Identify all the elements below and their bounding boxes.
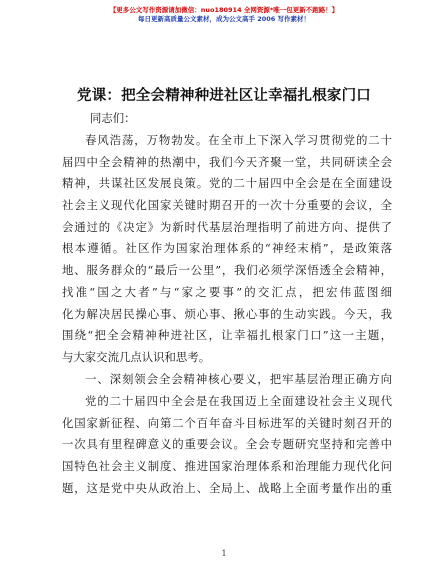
paragraph-intro <box>62 130 392 369</box>
text-line: 国特色社会主义制度、推进国家治理体系和治理能力现代化问 <box>62 459 392 474</box>
promo-banner <box>0 6 448 24</box>
promo-banner-line-2: 每日更新高质量公文素材，成为公文高手 2006 写作素材！ <box>137 15 311 23</box>
text-line: 围绕“把全会精神种进社区，让幸福扎根家门口”这一主题， <box>62 328 392 343</box>
page-number: 1 <box>221 549 227 558</box>
text-line: 精神，共谋社区发展良策。党的二十届四中全会是在全面建设 <box>62 176 392 191</box>
text-line: 题，这是党中央从政治上、全局上、战略上全面考量作出的重 <box>62 480 392 495</box>
salutation: 同志们： <box>90 111 136 125</box>
paragraph-section-1 <box>62 391 392 499</box>
text-line: 根本遵循。社区作为国家治理体系的“神经末梢”，是政策落 <box>62 241 392 256</box>
text-line: 社会主义现代化国家关键时期召开的一次十分重要的会议，全 <box>62 198 392 213</box>
section-heading-text: 一、深刻领会全会精神核心要义，把牢基层治理正确方向 <box>85 372 392 386</box>
text-line: 会通过的《决定》为新时代基层治理指明了前进方向、提供了 <box>62 219 392 234</box>
text-line: 化国家新征程、向第二个百年奋斗目标进军的关键时刻召开的 <box>62 415 392 430</box>
text-line: 一次具有里程碑意义的重要会议。全会专题研究坚持和完善中 <box>62 437 392 452</box>
text-line: 化为解决居民操心事、烦心事、揪心事的生动实践。今天，我 <box>62 306 392 321</box>
text-line: 党的二十届四中全会是在我国迈上全面建设社会主义现代 <box>85 394 392 408</box>
text-line: 春风浩荡，万物勃发。在全市上下深入学习贯彻党的二十 <box>85 133 392 147</box>
text-line: 届四中全会精神的热潮中，我们今天齐聚一堂，共同研读全会 <box>62 154 392 169</box>
text-line: 找准“国之大者”与“家之要事”的交汇点，把宏伟蓝图细 <box>62 284 392 299</box>
text-line: 地、服务群众的“最后一公里”，我们必须学深悟透全会精神， <box>62 263 392 278</box>
section-heading-1 <box>62 369 392 391</box>
promo-banner-line-1: 【更多公文写作资源请加微信：nuo180914 全网资源*唯一包更新不跑路！】 <box>109 6 339 14</box>
document-title: 党课：把全会精神种进社区让幸福扎根家门口 <box>77 88 371 104</box>
text-line: 与大家交流几点认识和思考。 <box>62 349 211 364</box>
